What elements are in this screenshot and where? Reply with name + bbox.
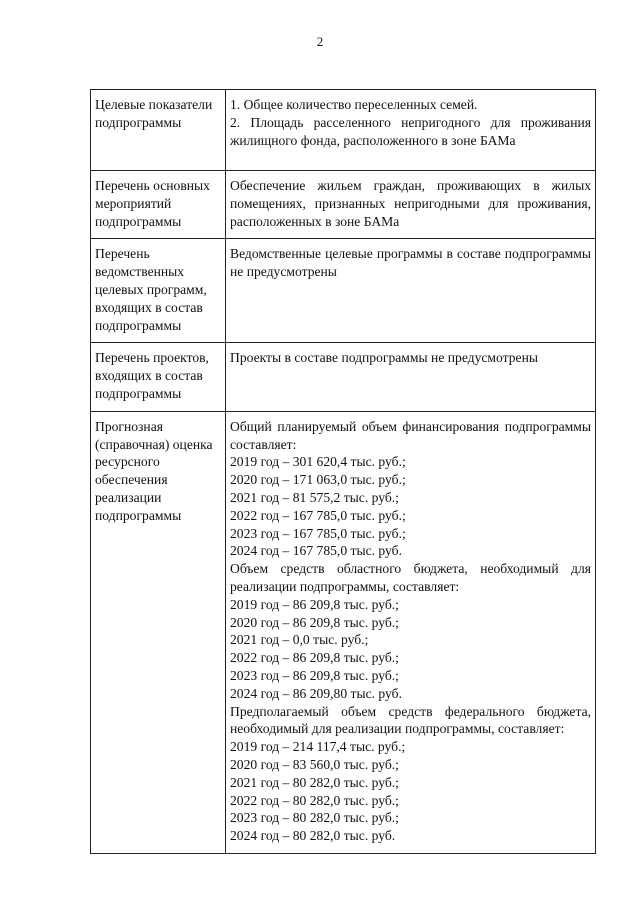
value-line: Общий планируемый объем финансирования подпрограммы составляет: bbox=[230, 418, 591, 452]
row-value bbox=[226, 90, 596, 171]
row-label: Целевые показатели подпрограммы bbox=[91, 90, 226, 171]
value-line: 2022 год – 80 282,0 тыс. руб.; bbox=[230, 792, 399, 808]
value-line: 2019 год – 301 620,4 тыс. руб.; bbox=[230, 454, 406, 470]
row-label: Прогнозная (справочная) оценка ресурсного обеспечения реализации подпрограммы bbox=[91, 411, 226, 853]
value-line: 2022 год – 167 785,0 тыс. руб.; bbox=[230, 507, 406, 523]
page-number: 2 bbox=[316, 34, 324, 49]
table-row-resource-estimate bbox=[91, 411, 596, 853]
value-line: 2024 год – 80 282,0 тыс. руб. bbox=[230, 828, 396, 844]
subprogram-passport-table bbox=[90, 89, 596, 854]
value-line: 2023 год – 86 209,8 тыс. руб.; bbox=[230, 667, 399, 683]
table-row-departmental-programs bbox=[91, 239, 596, 343]
value-line: 2. Площадь расселенного непригодного для проживания жилищного фонда, расположенного в зоне БАМа bbox=[230, 114, 591, 148]
value-line: 1. Общее количество переселенных семей. bbox=[230, 97, 478, 112]
table-row-target-indicators bbox=[91, 90, 596, 171]
value-line: 2023 год – 80 282,0 тыс. руб.; bbox=[230, 810, 399, 826]
row-label: Перечень проектов, входящих в состав подпрограммы bbox=[91, 343, 226, 411]
value-line: 2021 год – 0,0 тыс. руб.; bbox=[230, 632, 369, 648]
value-line: 2022 год – 86 209,8 тыс. руб.; bbox=[230, 650, 399, 666]
value-line: Предполагаемый объем средств федерального бюджета, необходимый для реализации подпрограммы, составляет: bbox=[230, 703, 591, 737]
row-value bbox=[226, 411, 596, 853]
value-line: 2019 год – 86 209,8 тыс. руб.; bbox=[230, 596, 399, 612]
row-value bbox=[226, 239, 596, 343]
value-line: 2020 год – 86 209,8 тыс. руб.; bbox=[230, 614, 399, 630]
row-value bbox=[226, 171, 596, 239]
table-row-projects bbox=[91, 343, 596, 411]
value-line: 2020 год – 83 560,0 тыс. руб.; bbox=[230, 756, 399, 772]
value-line: 2024 год – 86 209,80 тыс. руб. bbox=[230, 685, 402, 701]
value-line: 2019 год – 214 117,4 тыс. руб.; bbox=[230, 739, 406, 755]
value-line: 2020 год – 171 063,0 тыс. руб.; bbox=[230, 472, 406, 488]
row-value bbox=[226, 343, 596, 411]
value-line: Объем средств областного бюджета, необходимый для реализации подпрограммы, составляет: bbox=[230, 561, 591, 594]
value-line: Обеспечение жильем граждан, проживающих в жилых помещениях, признанных непригодными для проживания, расположенных в зоне БАМа bbox=[230, 178, 591, 229]
value-line: 2021 год – 80 282,0 тыс. руб.; bbox=[230, 774, 399, 790]
value-line: 2023 год – 167 785,0 тыс. руб.; bbox=[230, 525, 406, 541]
value-line: 2024 год – 167 785,0 тыс. руб. bbox=[230, 543, 402, 559]
value-line: 2021 год – 81 575,2 тыс. руб.; bbox=[230, 489, 399, 505]
row-label: Перечень основных мероприятий подпрограммы bbox=[91, 171, 226, 239]
row-label: Перечень ведомственных целевых программ, входящих в состав подпрограммы bbox=[91, 239, 226, 343]
table-row-main-activities bbox=[91, 171, 596, 239]
value-line: Ведомственные целевые программы в составе подпрограммы не предусмотрены bbox=[230, 246, 591, 280]
value-line: Проекты в составе подпрограммы не предусмотрены bbox=[230, 350, 538, 366]
